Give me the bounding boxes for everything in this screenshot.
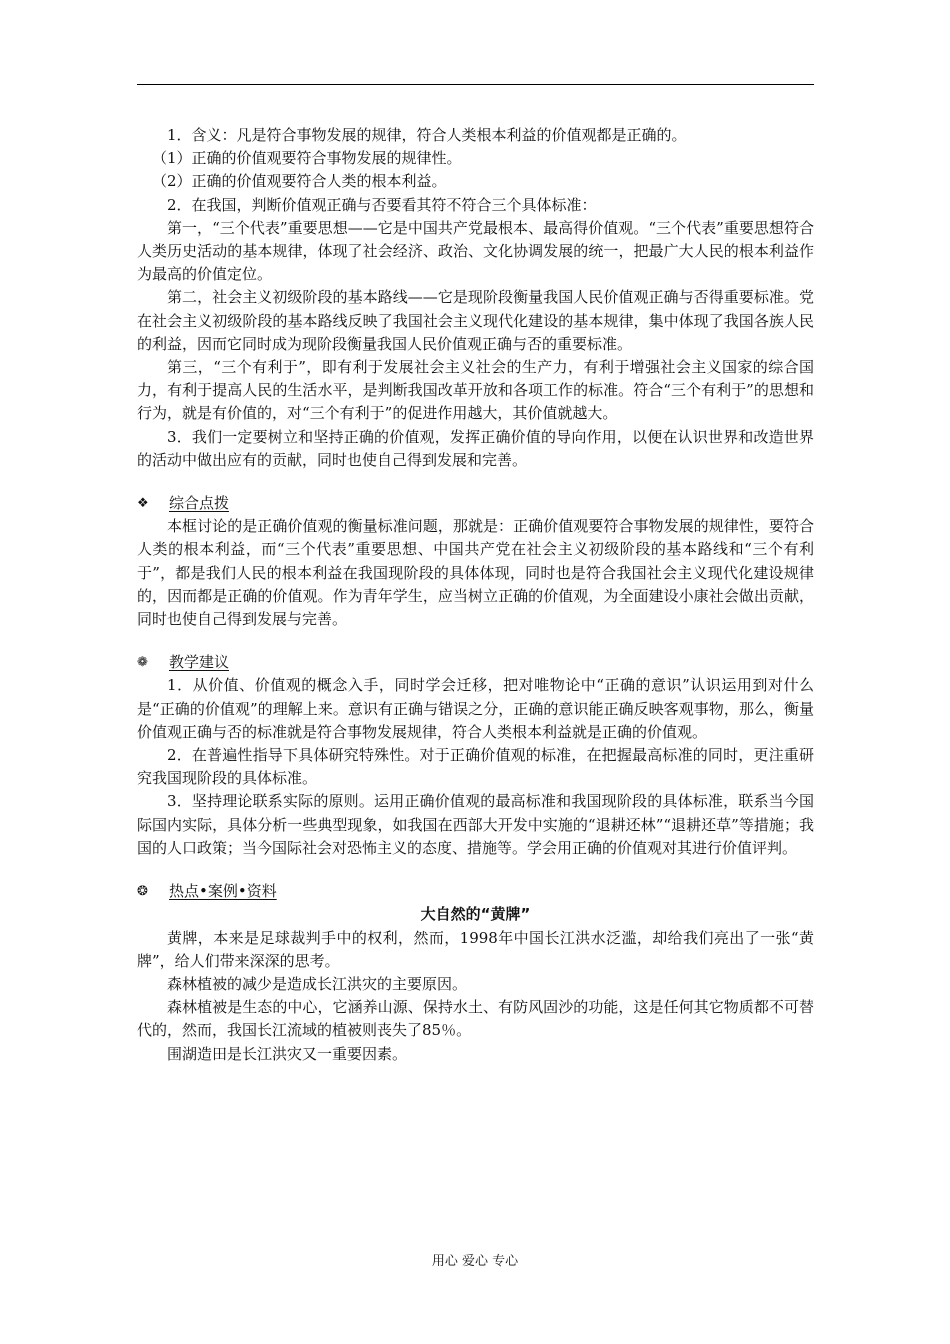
heading-label: 综合点拨 [169,494,230,513]
paragraph: 1．从价值、价值观的概念入手，同时学会迁移，把对唯物论中“正确的意识”认识运用到对什么是“正确的价值观”的理解上来。意识有正确与错误之分，正确的意识能正确反映客观事物，那么，衡量价值观正确与否的标准就是符合事物发展规律，符合人类根本利益就是正确的价值观。 [137,676,814,741]
paragraph: 黄牌，本来是足球裁判手中的权利，然而，1998年中国长江洪水泛滥，却给我们亮出了一张“黄牌”，给人们带来深深的思考。 [137,928,814,970]
paragraph: 2．在我国，判断价值观正确与否要看其符不符合三个具体标准： [167,195,597,214]
paragraph: 森林植被是生态的中心，它涵养山源、保持水土、有防风固沙的功能，这是任何其它物质都不可替代的，然而，我国长江流域的植被则丧失了85％。 [137,998,814,1040]
paragraph: 围湖造田是长江洪灾又一重要因素。 [167,1044,408,1063]
redian-section [137,927,814,1066]
paragraph: （2）正确的价值观要符合人类的根本利益。 [152,172,447,191]
heading-label: 热点•案例•资料 [169,882,277,901]
paragraph: 第一，“三个代表”重要思想——它是中国共产党最根本、最高得价值观。“三个代表”重要思想符合人类历史活动的基本规律，体现了社会经济、政治、文化协调发展的统一，把最广大人民的根本利益作为最高的价值定位。 [137,218,814,284]
header-rule [137,84,814,85]
section-heading-jianyi [137,651,814,674]
paragraph: 第二，社会主义初级阶段的基本路线——它是现阶段衡量我国人民价值观正确与否得重要标准。党在社会主义初级阶段的基本路线反映了我国社会主义现代化建设的基本规律，集中体现了我国各族人民的利益，因而它同时成为现阶段衡量我国人民价值观正确与否的重要标准。 [137,288,814,353]
flower-bullet-icon: ❁ [137,655,148,671]
paragraph: 2．在普遍性指导下具体研究特殊性。对于正确价值观的标准，在把握最高标准的同时，更注重研究我国现阶段的具体标准。 [137,746,814,788]
paragraph: 3．坚持理论联系实际的原则。运用正确价值观的最高标准和我国现阶段的具体标准，联系当今国际国内实际，具体分析一些典型现象，如我国在西部大开发中实施的“退耕还林”“退耕还草”等措施；我国的人口政策；当今国际社会对恐怖主义的态度、措施等。学会用正确的价值观对其进行价值评判。 [137,792,814,857]
section-heading-redian [137,880,814,903]
dianbo-section [137,515,814,631]
diamond-bullet-icon: ❖ [137,496,149,512]
paragraph: 森林植被的减少是造成长江洪灾的主要原因。 [167,974,468,993]
paragraph: 第三，“三个有利于”，即有利于发展社会主义社会的生产力，有利于增强社会主义国家的综合国力，有利于提高人民的生活水平，是判断我国改革开放和各项工作的标准。符合“三个有利于”的思想和行为，就是有价值的，对“三个有利于”的促进作用越大，其价值就越大。 [137,358,814,423]
section-heading-dianbo [137,492,814,515]
star-bullet-icon: ❂ [137,884,148,900]
page-footer: 用心 爱心 专心 [431,1254,519,1269]
paragraph: （1）正确的价值观要符合事物发展的规律性。 [152,149,462,168]
document-body [137,124,814,1066]
heading-label: 教学建议 [169,653,230,672]
paragraph: 本框讨论的是正确价值观的衡量标准问题，那就是：正确价值观要符合事物发展的规律性，要符合人类的根本利益，而“三个代表”重要思想、中国共产党在社会主义初级阶段的基本路线和“三个有利于”，都是我们人民的根本利益在我国现阶段的具体体现，同时也是符合我国社会主义现代化建设规律的，因而都是正确的价值观。作为青年学生，应当树立正确的价值观，为全面建设小康社会做出贡献，同时也使自己得到发展与完善。 [137,517,814,629]
paragraph: 3．我们一定要树立和坚持正确的价值观，发挥正确价值的导向作用，以便在认识世界和改造世界的活动中做出应有的贡献，同时也使自己得到发展和完善。 [137,427,814,469]
jianyi-section [137,674,814,860]
article-title: 大自然的“黄牌” [420,905,531,924]
paragraph: 1．含义：凡是符合事物发展的规律，符合人类根本利益的价值观都是正确的。 [167,126,687,144]
main-section [137,124,814,472]
